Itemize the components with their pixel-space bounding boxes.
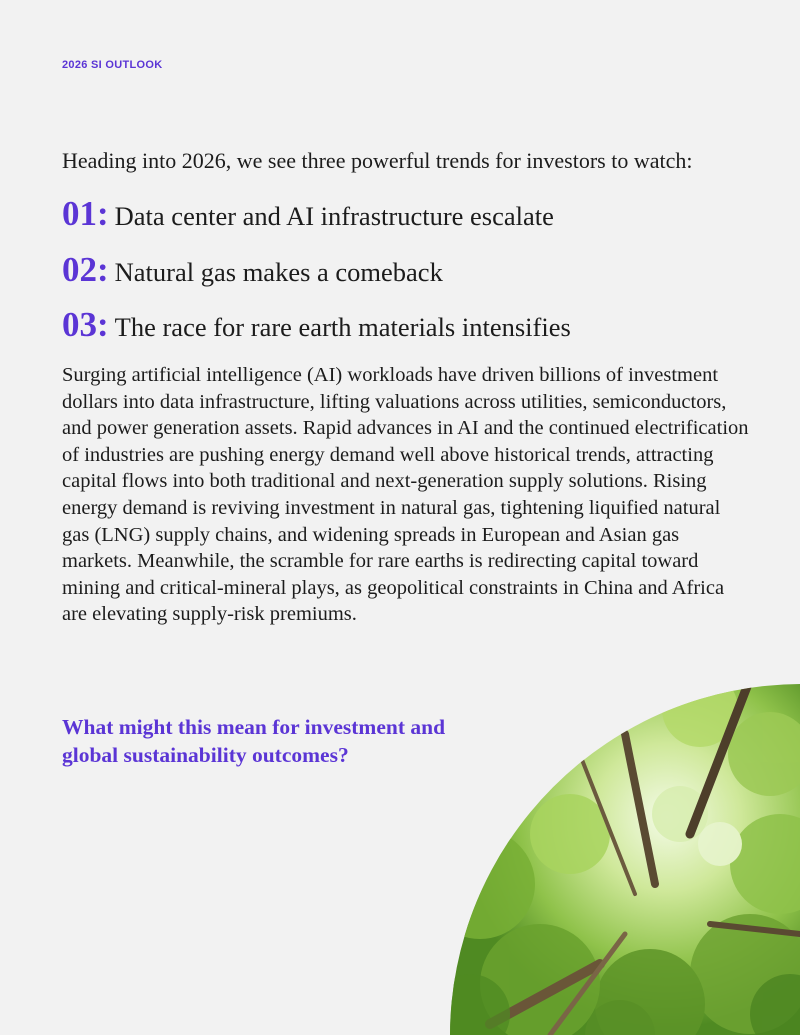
- trend-text: Natural gas makes a comeback: [114, 257, 443, 287]
- trend-number: 03:: [62, 305, 109, 344]
- trend-number: 02:: [62, 250, 109, 289]
- trend-item: [62, 194, 554, 234]
- body-paragraph: Surging artificial intelligence (AI) workloads have driven billions of investment dollars into data infrastructure, lifting valuations across utilities, semiconductors, and power generation assets. Rapid advances in AI and the continued electrification of industries are pushing energy demand well above historical trends, attracting capital flows into both traditional and next-generation supply solutions. Rising energy demand is reviving investment in natural gas, tightening liquified natural gas (LNG) supply chains, and widening spreads in European and Asian gas markets. Meanwhile, the scramble for rare earths is redirecting capital toward mining and critical-mineral plays, as geopolitical constraints in China and Africa are elevating supply-risk premiums.: [62, 364, 749, 626]
- trend-item: [62, 305, 571, 345]
- trend-text: The race for rare earth materials intensifies: [114, 312, 571, 342]
- section-eyebrow: 2026 SI OUTLOOK: [62, 59, 163, 71]
- forest-canopy-photo: [450, 684, 800, 1035]
- intro-heading: Heading into 2026, we see three powerful trends for investors to watch:: [62, 148, 693, 173]
- trend-number: 01:: [62, 194, 109, 233]
- callout-question: What might this mean for investment and global sustainability outcomes?: [62, 715, 446, 767]
- trend-text: Data center and AI infrastructure escalate: [114, 201, 554, 231]
- trend-item: [62, 250, 443, 290]
